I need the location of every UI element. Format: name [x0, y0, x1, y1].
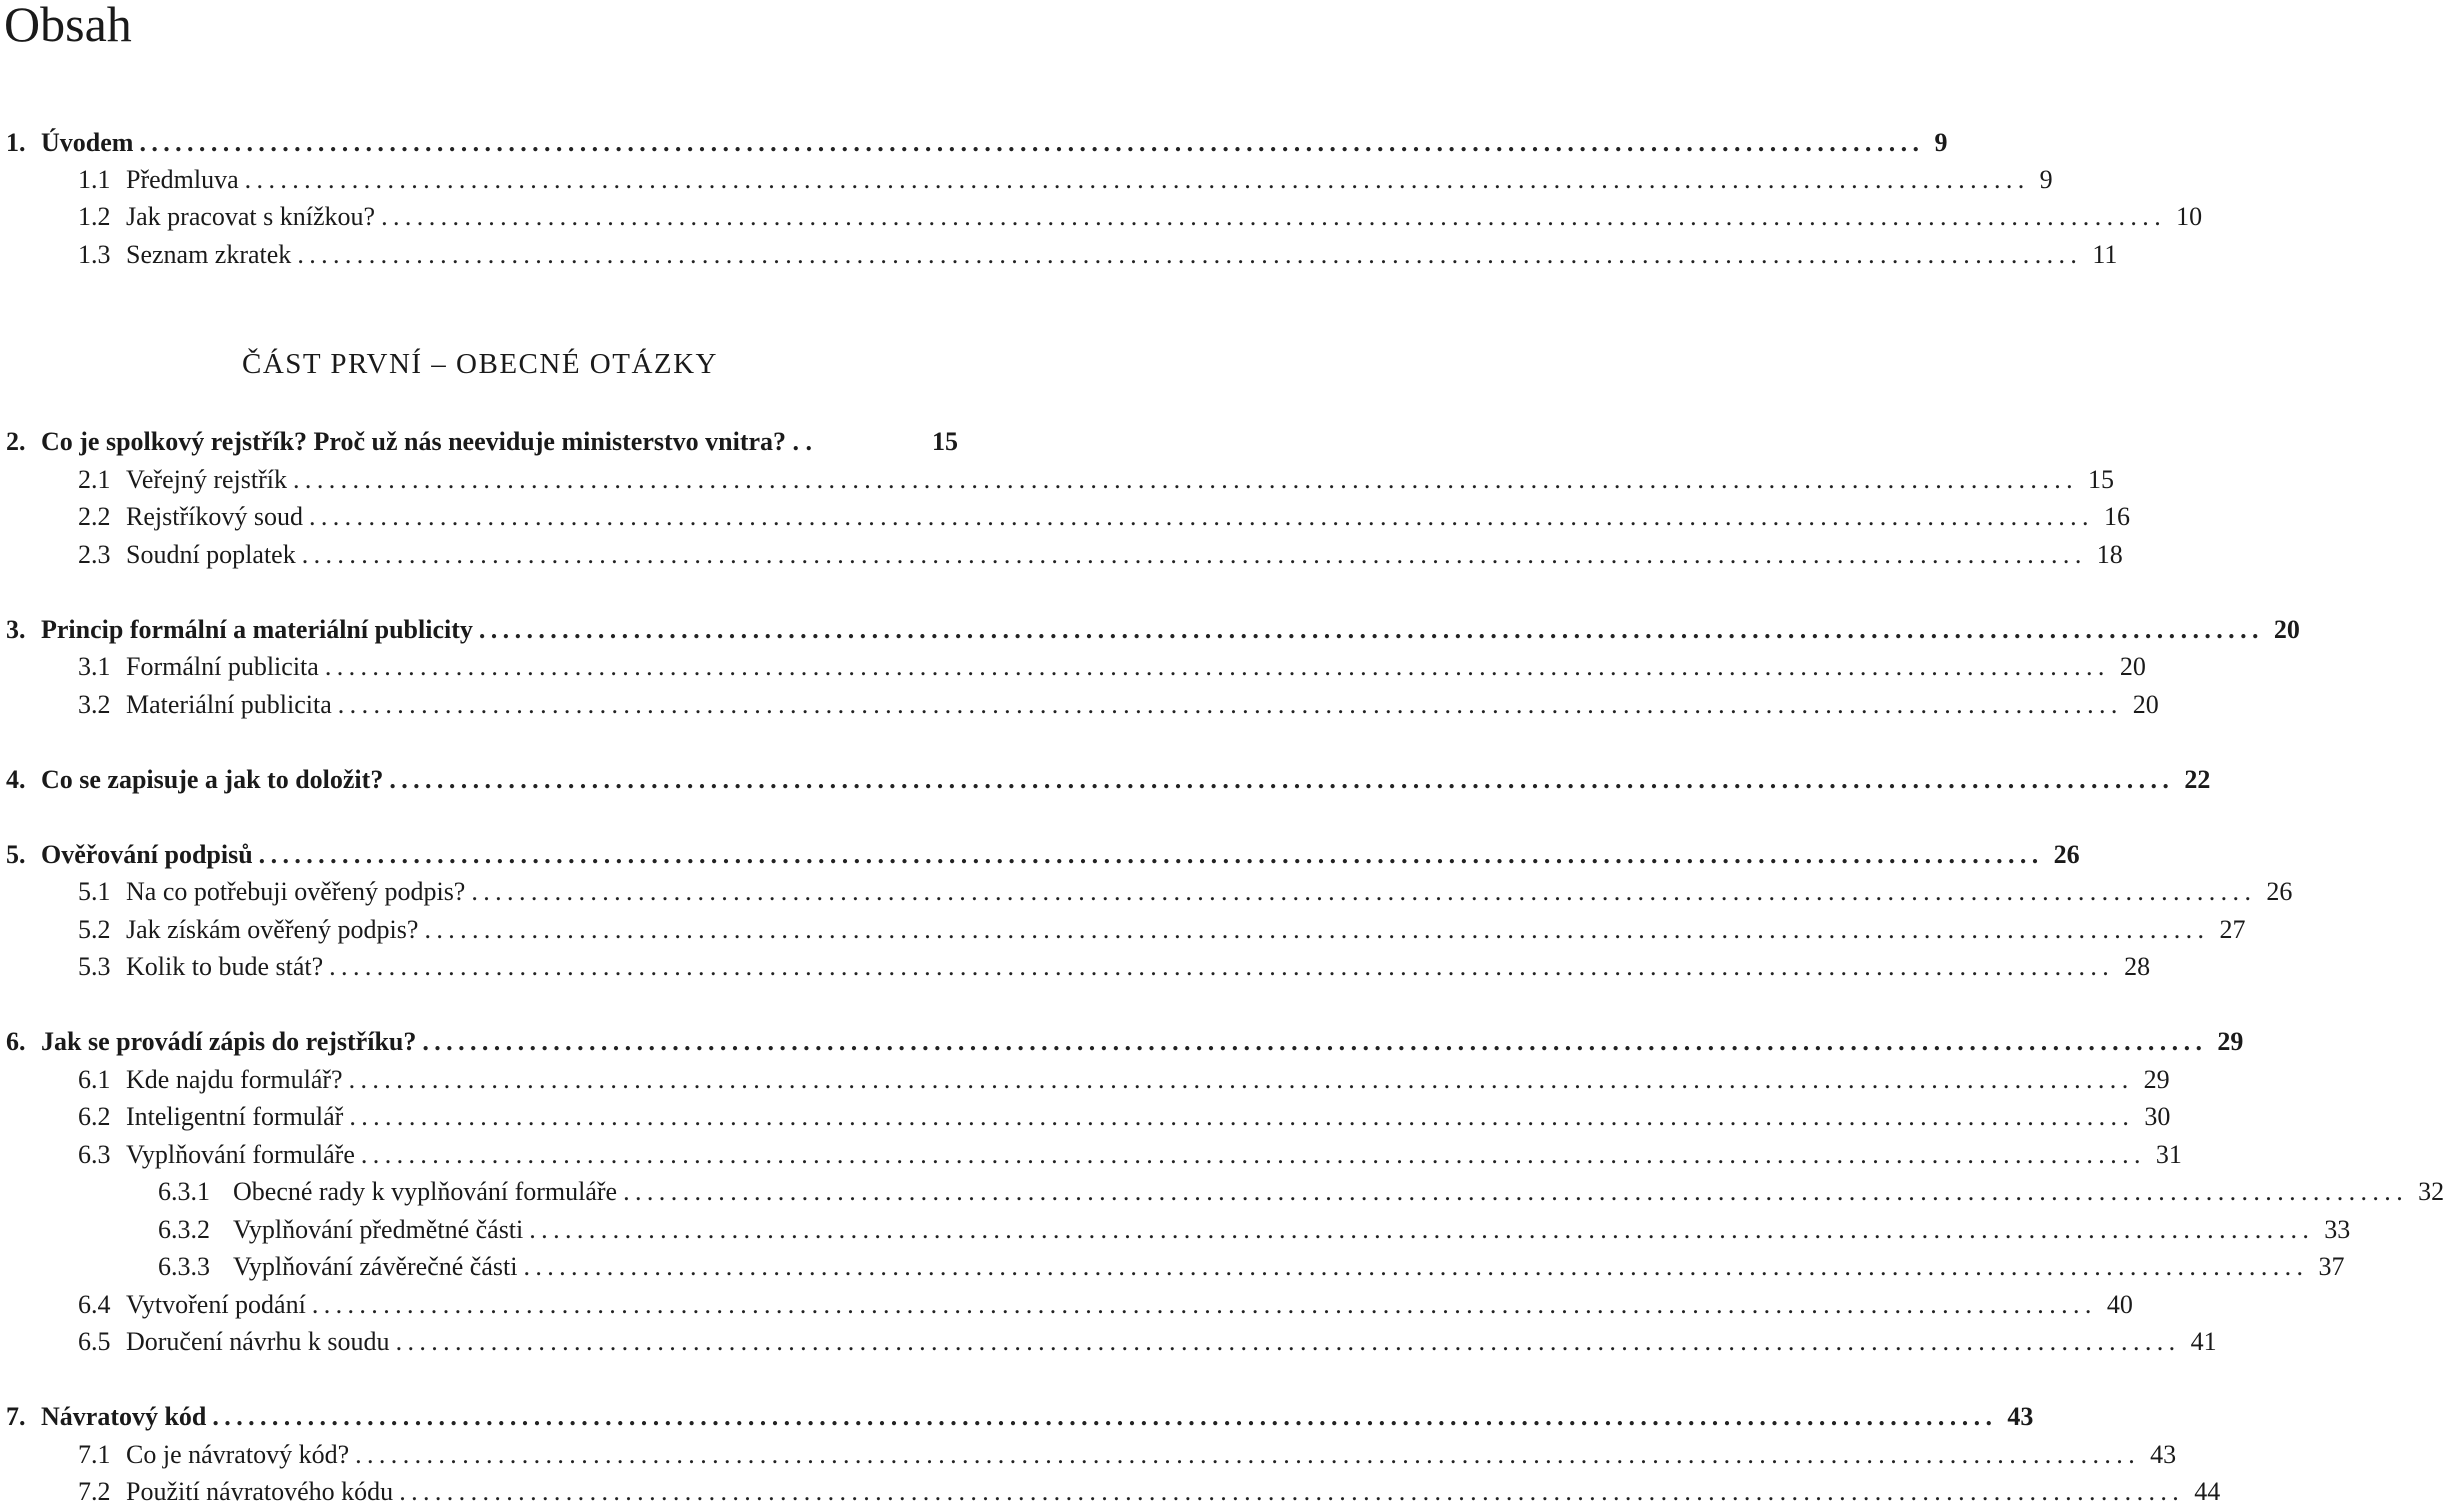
toc-number: 3.2 [78, 690, 111, 719]
toc-label: Rejstříkový soud [126, 502, 303, 531]
toc-page: 30 [2144, 1102, 2171, 1131]
toc-label: Vyplňování závěrečné části [233, 1252, 518, 1281]
toc-page: 29 [2143, 1065, 2170, 1094]
toc-leader: ...................................................................................................................................................... [523, 1252, 2309, 1281]
toc-page: 18 [2096, 540, 2123, 569]
toc-number: 6.2 [78, 1102, 111, 1131]
toc-label: Vytvoření podání [126, 1290, 306, 1319]
toc-number: 7.1 [78, 1440, 111, 1469]
toc-label: Doručení návrhu k soudu [126, 1327, 390, 1356]
toc-leader: ...................................................................................................................................................... [471, 877, 2257, 906]
toc-page: 41 [2190, 1327, 2217, 1356]
toc-leader: ...................................................................................................................................................... [301, 540, 2087, 569]
toc-page: 15 [2088, 465, 2115, 494]
toc-entry-2-3[interactable] [0, 537, 2123, 573]
toc-number: 3. [6, 615, 26, 644]
toc-entry-5-1[interactable] [0, 874, 2293, 910]
toc-entry-3-1[interactable] [0, 649, 2146, 685]
toc-label: Kde najdu formulář? [126, 1065, 343, 1094]
toc-leader: ...................................................................................................................................................... [355, 1440, 2141, 1469]
toc-number: 6.3.1 [158, 1177, 210, 1206]
toc-number: 4. [6, 765, 26, 794]
toc-page: 26 [2266, 877, 2293, 906]
toc-leader: ...................................................................................................................................................... [348, 1065, 2134, 1094]
toc-page: 31 [2155, 1140, 2182, 1169]
toc-number: 6. [6, 1027, 26, 1056]
toc-number: 2. [6, 427, 26, 456]
toc-label: Úvodem [41, 128, 134, 157]
toc-number: 6.5 [78, 1327, 111, 1356]
toc-page: 9 [1934, 128, 1948, 157]
toc-leader: ...................................................................................................................................................... [395, 1327, 2181, 1356]
toc-entry-6-1[interactable] [0, 1062, 2170, 1098]
toc-label: Co je spolkový rejstřík? Proč už nás neeviduje ministerstvo vnitra? . . [41, 427, 813, 456]
toc-label: Materiální publicita [126, 690, 332, 719]
toc-page: 37 [2318, 1252, 2345, 1281]
toc-number: 7.2 [78, 1477, 111, 1506]
toc-number: 1.1 [78, 165, 111, 194]
toc-entry-5-2[interactable] [0, 912, 2246, 948]
toc-label: Návratový kód [41, 1402, 207, 1431]
toc-label: Inteligentní formulář [126, 1102, 344, 1131]
toc-label: Ověřování podpisů [41, 840, 253, 869]
toc-page: 40 [2106, 1290, 2133, 1319]
toc-number: 5. [6, 840, 26, 869]
toc-entry-1[interactable] [0, 125, 1948, 161]
toc-label: Jak se provádí zápis do rejstříku? [41, 1027, 417, 1056]
toc-page: 11 [2092, 240, 2118, 269]
toc-label: Veřejný rejstřík [126, 465, 288, 494]
toc-page: 15 [932, 427, 958, 456]
part-heading: ČÁST PRVNÍ – OBECNÉ OTÁZKY [242, 348, 718, 380]
toc-leader: ...................................................................................................................................................... [337, 690, 2123, 719]
toc-label: Obecné rady k vyplňování formuláře [233, 1177, 618, 1206]
toc-leader: ...................................................................................................................................................... [360, 1140, 2146, 1169]
toc-leader: ...................................................................................................................................................... [324, 652, 2110, 681]
toc-entry-7-2[interactable] [0, 1474, 2221, 1510]
toc-number: 1.3 [78, 240, 111, 269]
toc-entry-5[interactable] [0, 837, 2080, 873]
toc-page: 43 [2150, 1440, 2177, 1469]
toc-page: 16 [2103, 502, 2130, 531]
toc-leader: ...................................................................................................................................................... [258, 840, 2044, 869]
toc-leader: ...................................................................................................................................................... [244, 165, 2030, 194]
toc-leader: ...................................................................................................................................................... [329, 952, 2115, 981]
toc-number: 3.1 [78, 652, 111, 681]
toc-entry-1-3[interactable] [0, 237, 2118, 273]
toc-number: 6.1 [78, 1065, 111, 1094]
toc-leader: ...................................................................................................................................................... [311, 1290, 2097, 1319]
toc-entry-7-1[interactable] [0, 1437, 2177, 1473]
toc-entry-6-3[interactable] [0, 1137, 2182, 1173]
toc-number: 5.1 [78, 877, 111, 906]
toc-page: 44 [2194, 1477, 2221, 1506]
toc-label: Soudní poplatek [126, 540, 296, 569]
toc-page: 20 [2119, 652, 2146, 681]
toc-label: Použití návratového kódu [126, 1477, 394, 1506]
toc-number: 2.3 [78, 540, 111, 569]
toc-label: Seznam zkratek [126, 240, 292, 269]
toc-leader: ...................................................................................................................................................... [308, 502, 2094, 531]
toc-number: 5.3 [78, 952, 111, 981]
toc-entry-2-2[interactable] [0, 499, 2130, 535]
toc-leader: ...................................................................................................................................................... [349, 1102, 2135, 1131]
toc-page: 9 [2039, 165, 2053, 194]
toc-leader: ...................................................................................................................................................... [389, 765, 2175, 794]
page-title: Obsah [4, 0, 132, 52]
toc-entry-3[interactable] [0, 612, 2300, 648]
toc-page: 33 [2324, 1215, 2351, 1244]
toc-page: 10 [2176, 202, 2203, 231]
toc-number: 2.2 [78, 502, 111, 531]
toc-label: Vyplňování formuláře [126, 1140, 355, 1169]
toc-page: 26 [2053, 840, 2080, 869]
toc-leader: ...................................................................................................................................................... [529, 1215, 2315, 1244]
toc-leader: ...................................................................................................................................................... [293, 465, 2079, 494]
toc-leader: ...................................................................................................................................................... [381, 202, 2167, 231]
toc-label: Na co potřebuji ověřený podpis? [126, 877, 466, 906]
toc-entry-6[interactable] [0, 1024, 2244, 1060]
toc-entry-7[interactable] [0, 1399, 2034, 1435]
toc-leader: ...................................................................................................................................................... [212, 1402, 1998, 1431]
toc-page: 27 [2219, 915, 2246, 944]
toc-number: 6.3.3 [158, 1252, 210, 1281]
toc-label: Princip formální a materiální publicity [41, 615, 473, 644]
toc-number: 7. [6, 1402, 26, 1431]
toc-page: 20 [2132, 690, 2159, 719]
toc-label: Předmluva [126, 165, 239, 194]
toc-entry-2[interactable] [0, 424, 960, 460]
toc-page: 28 [2124, 952, 2151, 981]
toc-label: Jak pracovat s knížkou? [126, 202, 376, 231]
toc-entry-4[interactable] [0, 762, 2211, 798]
toc-page: 29 [2217, 1027, 2244, 1056]
toc-leader: ...................................................................................................................................................... [297, 240, 2083, 269]
toc-entry-6-4[interactable] [0, 1287, 2133, 1323]
toc-label: Vyplňování předmětné části [233, 1215, 524, 1244]
toc-entry-6-2[interactable] [0, 1099, 2171, 1135]
toc-entry-6-3-1[interactable] [0, 1174, 2444, 1210]
toc-number: 6.4 [78, 1290, 111, 1319]
toc-label: Co je návratový kód? [126, 1440, 350, 1469]
toc-number: 6.3 [78, 1140, 111, 1169]
toc-number: 1.2 [78, 202, 111, 231]
toc-leader: ...................................................................................................................................................... [422, 1027, 2208, 1056]
toc-entry-3-2[interactable] [0, 687, 2159, 723]
toc-page: 32 [2418, 1177, 2444, 1206]
toc-label: Formální publicita [126, 652, 319, 681]
toc-label: Co se zapisuje a jak to doložit? [41, 765, 384, 794]
toc-entry-2-1[interactable] [0, 462, 2115, 498]
toc-entry-6-3-3[interactable] [0, 1249, 2345, 1285]
toc-entry-1-2[interactable] [0, 199, 2203, 235]
toc-leader: ...................................................................................................................................................... [139, 128, 1925, 157]
toc-label: Kolik to bude stát? [126, 952, 324, 981]
toc-number: 2.1 [78, 465, 111, 494]
toc-leader: ...................................................................................................................................................... [478, 615, 2264, 644]
toc-entry-6-3-2[interactable] [0, 1212, 2351, 1248]
toc-entry-1-1[interactable] [0, 162, 2053, 198]
toc-page: 20 [2273, 615, 2300, 644]
toc-leader: ...................................................................................................................................................... [399, 1477, 2185, 1506]
toc-number: 5.2 [78, 915, 111, 944]
toc-leader: ...................................................................................................................................................... [623, 1177, 2409, 1206]
toc-number: 6.3.2 [158, 1215, 210, 1244]
toc-entry-6-5[interactable] [0, 1324, 2217, 1360]
toc-entry-5-3[interactable] [0, 949, 2151, 985]
toc-label: Jak získám ověřený podpis? [126, 915, 419, 944]
toc-number: 1. [6, 128, 26, 157]
toc-page: 43 [2007, 1402, 2034, 1431]
toc-leader: ...................................................................................................................................................... [424, 915, 2210, 944]
toc-page: 22 [2184, 765, 2211, 794]
